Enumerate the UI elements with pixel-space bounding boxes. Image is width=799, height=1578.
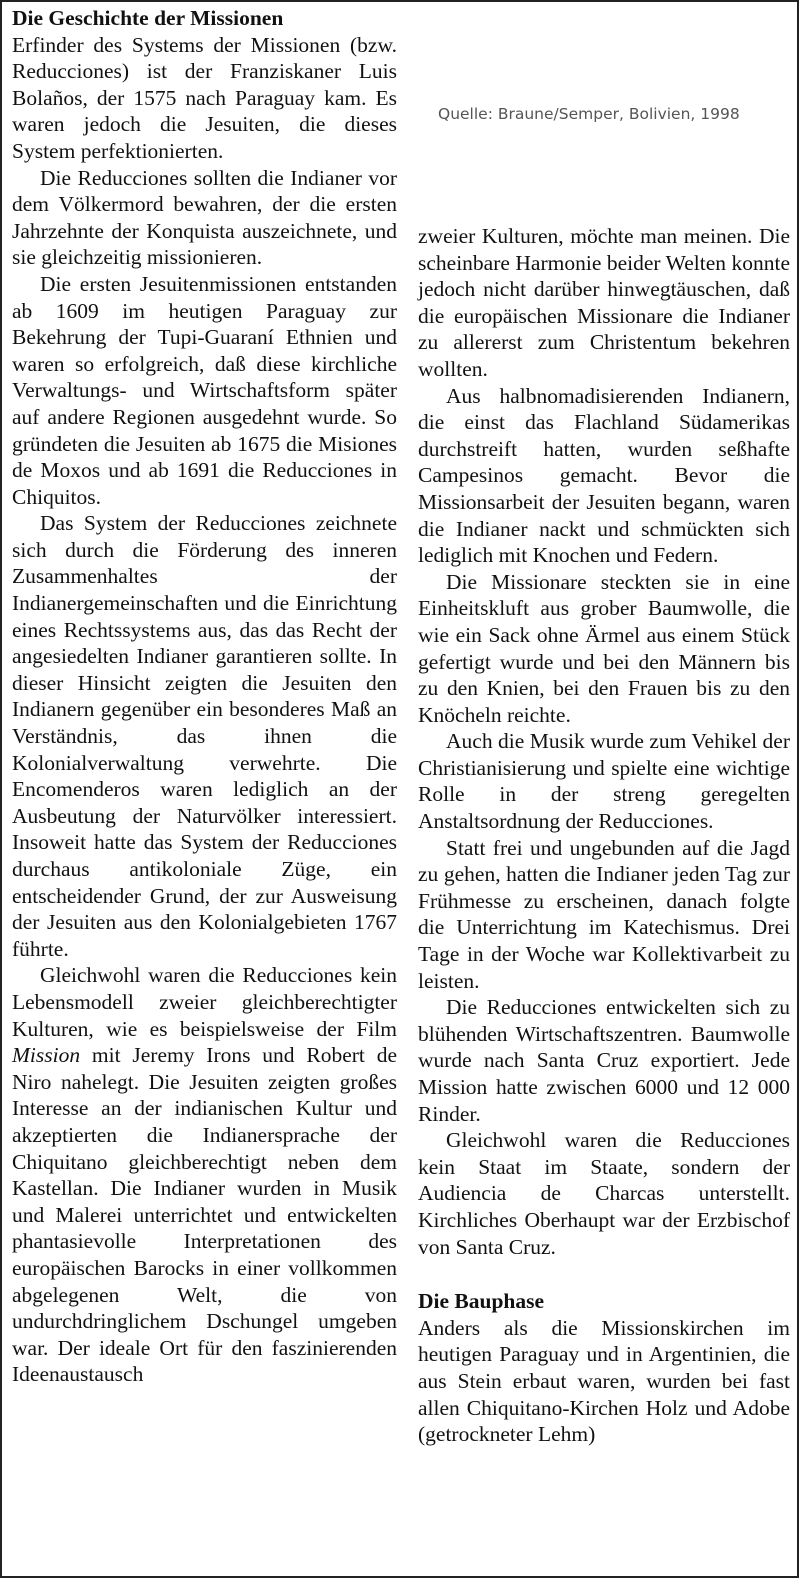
paragraph — [12, 962, 397, 1388]
section-heading-bauphase: Die Bauphase — [418, 1289, 545, 1314]
paragraph: Die Reducciones sollten die Indianer vor dem Völkermord bewahren, der die ersten Jahrzehnte der Konquista auszeichnete, und sie gleichzeitig missionieren. — [12, 165, 397, 270]
section-heading-geschichte: Die Geschichte der Missionen — [12, 6, 284, 30]
paragraph: zweier Kulturen, möchte man meinen. Die scheinbare Harmonie beider Welten konnte jedoch nicht darüber hinwegtäuschen, daß die europäischen Missionare die Indianer zu allererst zum Christentum bekehren wollten. — [418, 224, 790, 381]
section-gap — [418, 1260, 790, 1288]
paragraph: Das System der Reducciones zeichnete sich durch die Förderung des inneren Zusammenhaltes der Indianergemeinschaften und die Einrichtung eines Rechtssystems aus, das das Recht der angesiedelten Indianer garantieren sollte. In dieser Hinsicht zeigten die Jesuiten den Indianern gegenüber ein besonderes Maß an Verständnis, das ihnen die Kolonialverwaltung verwehrte. Die Encomenderos waren lediglich an der Ausbeutung der Naturvölker interessiert. Insoweit hatte das System der Reducciones durchaus antikoloniale Züge, ein entscheidender Grund, der zur Ausweisung der Jesuiten aus den Kolonialgebieten 1767 führte. — [12, 511, 397, 961]
paragraph: Die Missionare steckten sie in eine Einheitskluft aus grober Baumwolle, die wie ein Sack ohne Ärmel aus einem Stück gefertigt wurde und bei den Männern bis zu den Knien, bei den Frauen bis zu den Knöcheln reichte. — [418, 569, 790, 727]
paragraph: Die ersten Jesuitenmissionen entstanden ab 1609 im heutigen Paraguay zur Bekehrung der Tupi-Guaraní Ethnien und waren so erfolgreich, daß diese kirchliche Verwaltungs- und Wirtschaftsform später auf andere Regionen ausgedehnt wurde. So gründeten die Jesuiten ab 1675 die Misiones de Moxos und ab 1691 die Reducciones in Chiquitos. — [12, 271, 397, 509]
paragraph: Erfinder des Systems der Missionen (bzw. Reducciones) ist der Franziskaner Luis Bolaños, der 1575 nach Paraguay kam. Es waren jedoch die Jesuiten, die dieses System perfektionierten. — [12, 32, 397, 163]
right-column — [418, 223, 790, 1448]
paragraph: Aus halbnomadisierenden Indianern, die einst das Flachland Südamerikas durchstreift hatten, wurden seßhafte Campesinos gemacht. Bevor die Missionsarbeit der Jesuiten begann, waren die Indianer nackt und schmückten sich lediglich mit Knochen und Federn. — [418, 383, 790, 568]
paragraph: Die Reducciones entwickelten sich zu blühenden Wirtschaftszentren. Baumwolle wurde nach Santa Cruz exportiert. Jede Mission hatte zwischen 6000 und 12 000 Rinder. — [418, 995, 790, 1126]
paragraph: Gleichwohl waren die Reducciones kein Staat im Staate, sondern der Audiencia de Charcas unterstellt. Kirchliches Oberhaupt war der Erzbischof von Santa Cruz. — [418, 1128, 790, 1259]
paragraph-text: mit Jeremy Irons und Robert de Niro nahelegt. Die Jesuiten zeigten großes Interesse an der indianischen Kultur und akzeptierten die Indianersprache der Chiquitano gleichberechtigt neben dem Kastellan. Die Indianer wurden in Musik und Malerei unterrichtet und entwickelten phantasievolle Interpretationen des europäischen Barocks in einer vollkommen abgelegenen Welt, die von undurchdringlichem Dschungel umgeben war. Der ideale Ort für den faszinierenden Ideenaustausch — [12, 1043, 397, 1387]
paragraph: Anders als die Missionskirchen im heutigen Paraguay und in Argentinien, die aus Stein erbaut waren, wurden bei fast allen Chiquitano-Kirchen Holz und Adobe (getrockneter Lehm) — [418, 1315, 790, 1447]
source-note: Quelle: Braune/Semper, Bolivien, 1998 — [438, 105, 740, 123]
left-column — [12, 5, 397, 1388]
film-title: Mission — [12, 1043, 81, 1068]
paragraph: Statt frei und ungebunden auf die Jagd zu gehen, hatten die Indianer jeden Tag zur Frühmesse zu erscheinen, danach folgte die Unterrichtung im Katechismus. Drei Tage in der Woche war Kollektivarbeit zu leisten. — [418, 835, 790, 993]
paragraph: Auch die Musik wurde zum Vehikel der Christianisierung und spielte eine wichtige Rolle in der streng geregelten Anstaltsordnung der Reducciones. — [418, 729, 790, 834]
paragraph-text: Gleichwohl waren die Reducciones kein Lebensmodell zweier gleichberechtigter Kulturen, wie es beispielsweise der Film — [12, 963, 397, 1041]
